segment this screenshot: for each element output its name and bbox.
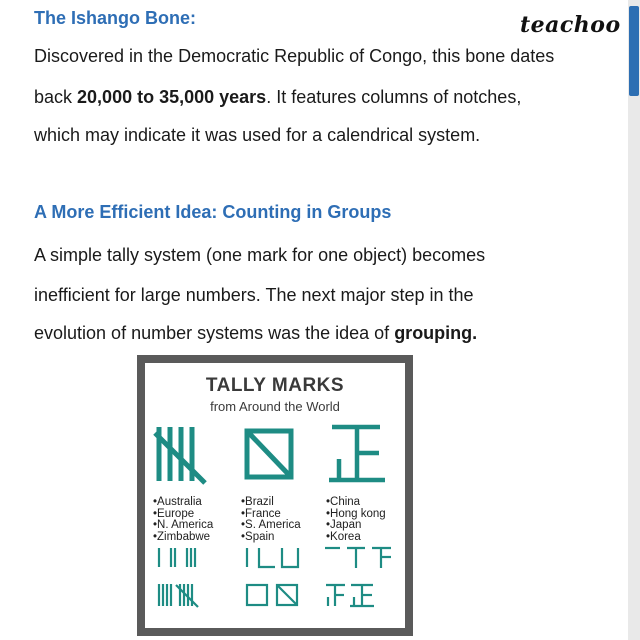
scroll-thumb[interactable]: [629, 6, 639, 96]
paragraph-line: back 20,000 to 35,000 years. It features columns of notches,: [34, 87, 522, 107]
country-item: •Brazil: [241, 496, 274, 508]
date-range-bold: 20,000 to 35,000 years: [77, 87, 267, 107]
country-item: •Zimbabwe: [153, 530, 211, 543]
zheng-tally-one-two-three-icon: [325, 548, 391, 568]
western-tally-one-two-three-icon: [159, 548, 195, 567]
country-list-zheng: [326, 497, 386, 543]
section-heading-counting-groups: A More Efficient Idea: Counting in Groups: [34, 202, 392, 222]
paragraph-line: A simple tally system (one mark for one object) becomes: [34, 245, 486, 265]
teachoo-logo: teachoo: [520, 12, 621, 38]
figure-subtitle: from Around the World: [210, 399, 340, 414]
country-item: •Korea: [326, 530, 361, 543]
figure-title: TALLY MARKS: [205, 375, 345, 396]
country-item: •France: [241, 507, 281, 520]
figure-canvas: [145, 363, 405, 628]
country-item: •Australia: [153, 496, 202, 508]
square-tally-four-five-icon: [247, 585, 297, 605]
country-list-western: [153, 497, 213, 543]
country-item: •Japan: [326, 519, 362, 531]
tally-marks-figure: [137, 355, 413, 636]
section-heading-ishango-bone: The Ishango Bone:: [34, 8, 196, 28]
square-tally-one-two-three-icon: [247, 548, 298, 567]
zheng-tally-five-icon: [329, 427, 385, 480]
country-item: •Hong kong: [326, 507, 386, 520]
paragraph-line: evolution of number systems was the idea of grouping.: [34, 323, 478, 343]
square-tally-five-icon: [247, 431, 291, 477]
country-item: •China: [326, 496, 361, 508]
paragraph-line: Discovered in the Democratic Republic of Congo, this bone dates: [34, 46, 555, 66]
scrollbar[interactable]: [628, 0, 640, 640]
country-item: •N. America: [153, 519, 214, 531]
western-tally-four-five-icon: [159, 584, 198, 607]
country-item: •S. America: [241, 519, 301, 531]
country-list-square: [241, 497, 301, 543]
country-item: •Spain: [241, 530, 275, 543]
grouping-bold: grouping.: [394, 323, 478, 343]
zheng-tally-four-five-icon: [326, 585, 374, 606]
western-tally-five-icon: [155, 427, 205, 483]
country-item: •Europe: [153, 507, 195, 520]
paragraph-line: which may indicate it was used for a calendrical system.: [34, 125, 481, 145]
paragraph-line: inefficient for large numbers. The next major step in the: [34, 285, 474, 305]
